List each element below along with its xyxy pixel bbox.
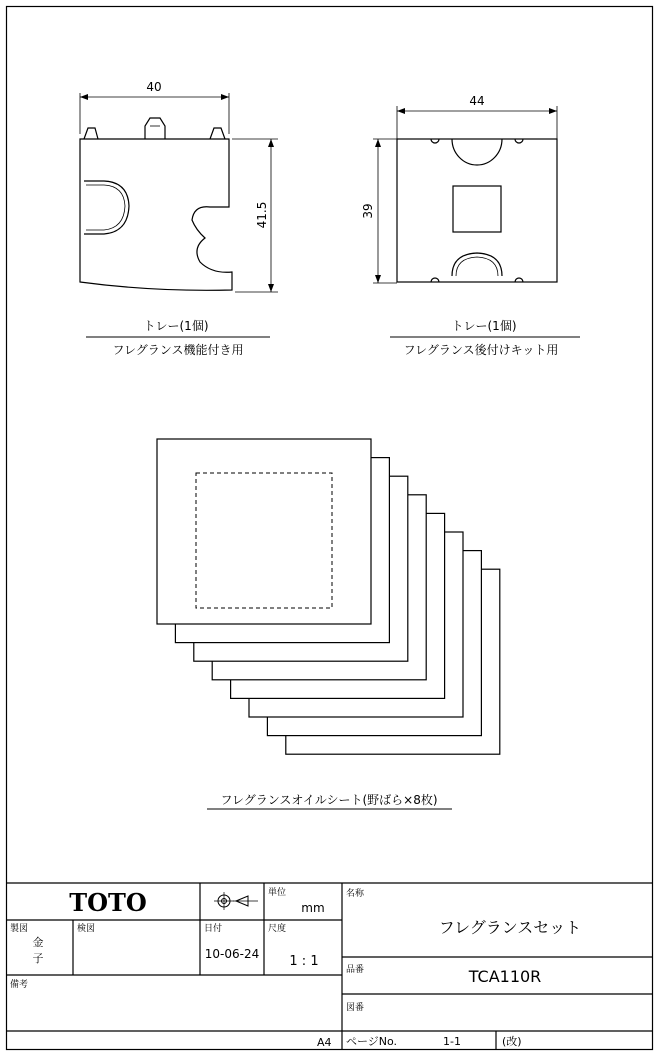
page-label: ページNo. (346, 1035, 398, 1048)
tray-left-height-dim: 41.5 (255, 201, 269, 229)
drawing-no-label: 図番 (346, 1003, 365, 1013)
oil-sheets-caption: フレグランスオイルシート(野ばら×8枚) (220, 793, 438, 807)
checker-label: 検図 (77, 924, 96, 934)
date-value: 10-06-24 (204, 947, 260, 961)
tray-right-height-dim: 39 (361, 203, 375, 219)
part-no-value: TCA110R (468, 967, 542, 986)
projection-symbol-icon (214, 892, 258, 910)
paper-size: A4 (317, 1036, 332, 1049)
page-value: 1-1 (443, 1035, 461, 1048)
drafter-name-2: 子 (32, 952, 44, 965)
part-no-label: 品番 (346, 965, 365, 975)
name-label: 名称 (346, 889, 365, 899)
unit-value: mm (301, 901, 325, 915)
unit-label: 単位 (268, 888, 287, 898)
toto-logo: TOTO (69, 888, 147, 917)
drafter-name-1: 金 (32, 936, 44, 949)
tray-left-caption-title: トレー(1個) (143, 319, 209, 333)
tray-right-caption-sub: フレグランス後付けキット用 (403, 343, 559, 357)
revision-label: (改) (502, 1035, 522, 1048)
tray-left-caption-sub: フレグランス機能付き用 (112, 343, 244, 357)
remarks-label: 備考 (10, 980, 29, 990)
drafter-label: 製図 (10, 924, 29, 934)
tray-right-caption-title: トレー(1個) (451, 319, 517, 333)
oil-sheet (157, 439, 371, 624)
scale-value: 1 : 1 (289, 954, 319, 969)
oil-sheets-stack (157, 439, 500, 754)
tray-right-width-dim: 44 (469, 94, 485, 108)
date-label: 日付 (204, 924, 223, 934)
tray-left-width-dim: 40 (146, 80, 162, 94)
tray-right-drawing (373, 106, 557, 283)
scale-label: 尺度 (268, 924, 287, 934)
product-name: フレグランスセット (438, 918, 582, 937)
tray-left-drawing (80, 93, 278, 292)
